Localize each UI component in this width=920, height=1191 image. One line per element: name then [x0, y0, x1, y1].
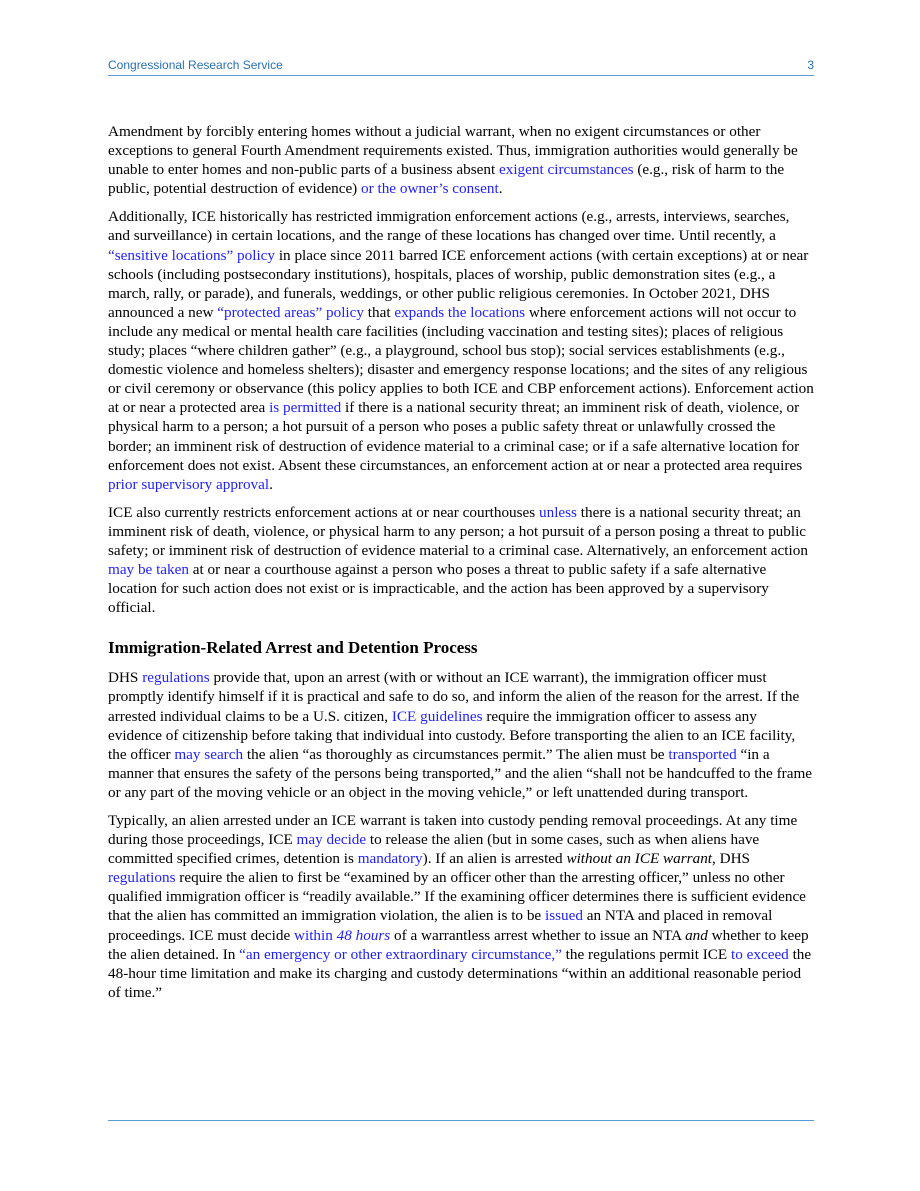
link-unless[interactable]: unless: [539, 503, 577, 521]
link-is-permitted[interactable]: is permitted: [269, 399, 342, 417]
link-may-search[interactable]: may search: [174, 745, 244, 763]
page-header: [108, 58, 814, 72]
link-to-exceed[interactable]: to exceed: [731, 945, 789, 963]
page-number: 3: [807, 58, 814, 72]
text: require the alien to first be “examined by an officer other than the arresting officer,” unless no other qualified immigration officer is “readily available.” If the examining officer determines there is sufficient evidence that the alien has committed an immigration violation, the alien is to be: [108, 869, 806, 925]
text: provide that, upon an arrest (with or without an ICE warrant), the immigration officer must promptly identify himself if it is practical and safe to do so, and inform the alien of the reason for the arrest. If the arrested individual claims to be a U.S. citizen,: [108, 669, 800, 725]
link-text: within: [294, 926, 337, 944]
body-text: [108, 122, 814, 1011]
text: that: [363, 303, 395, 321]
header-org: Congressional Research Service: [108, 58, 283, 72]
link-issued[interactable]: issued: [544, 907, 583, 925]
text: where enforcement actions will not occur to include any medical or mental health care facilities (including vaccination and testing sites); places of religious study; places “where children gather” (e.g., a playground, school bus stop); social services establishments (e.g., domestic violence and homeless shelters); disaster and emergency response locations; and the sites of any religious or civil ceremony or observance (this policy applies to both ICE and CBP enforcement actions). Enforcement action at or near a protected area: [108, 303, 814, 417]
paragraph-1: [108, 122, 814, 198]
text: “in a manner that ensures the safety of the persons being transported,” and the alien “shall not be handcuffed to the frame or any part of the moving vehicle or an object in the moving vehicle,” or left unattended during transport.: [108, 745, 813, 801]
text: in place since 2011 barred ICE enforcement actions (with certain exceptions) at or near schools (including postsecondary institutions), hospitals, places of worship, public demonstration sites (e.g., a march, rally, or parade), and funerals, weddings, or other public religious ceremonies. In October 2021, DHS announced a new: [108, 246, 809, 321]
paragraph-2: [108, 207, 814, 493]
link-regulations-2[interactable]: regulations: [108, 869, 176, 887]
text: at or near a courthouse against a person who poses a threat to public safety if a safe alternative location for such action does not exist or is impracticable, and the action has been approved by a supervisory official.: [108, 561, 769, 617]
text: the regulations permit ICE: [561, 945, 732, 963]
text: if there is a national security threat; an imminent risk of death, violence, or physical harm to a person; a hot pursuit of a person who poses a public safety threat or unlawfully crossed the border; an imminent risk of destruction of evidence material to a criminal case; or if a safe alternative location for enforcement does not exist. Absent these circumstances, an enforcement action at or near a protected area requires: [108, 399, 803, 474]
link-transported[interactable]: transported: [668, 745, 737, 763]
text: .: [498, 180, 503, 198]
text: the alien “as thoroughly as circumstances permit.” The alien must be: [243, 745, 669, 763]
text: DHS: [108, 669, 143, 687]
link-emergency-circumstance[interactable]: “an emergency or other extraordinary circumstance,”: [239, 945, 562, 963]
link-exigent-circumstances[interactable]: exigent circumstances: [498, 161, 634, 179]
text: require the immigration officer to assess any evidence of citizenship before taking that individual into custody. Before transporting the alien to an ICE facility, the officer: [108, 707, 796, 763]
text: , DHS: [712, 850, 750, 868]
text: to release the alien (but in some cases, such as when aliens have committed specified crimes, detention is: [108, 831, 760, 868]
section-heading: Immigration-Related Arrest and Detention Process: [108, 638, 478, 658]
link-may-be-taken[interactable]: may be taken: [108, 561, 189, 579]
link-may-decide[interactable]: may decide: [296, 831, 367, 849]
link-regulations[interactable]: regulations: [142, 669, 210, 687]
link-prior-supervisory-approval[interactable]: prior supervisory approval: [108, 475, 270, 493]
header-divider: [108, 75, 814, 76]
link-within-48-hours[interactable]: [294, 927, 390, 944]
paragraph-5: [108, 811, 814, 1002]
text: (e.g., risk of harm to the public, potential destruction of evidence): [108, 161, 785, 198]
link-mandatory[interactable]: mandatory: [357, 850, 423, 868]
paragraph-3: [108, 503, 814, 618]
link-expands-the-locations[interactable]: expands the locations: [394, 303, 526, 321]
text: Amendment by forcibly entering homes without a judicial warrant, when no exigent circumstances or other exceptions to general Fourth Amendment requirements existed. Thus, immigration authorities would generally be unable to enter homes and non-public parts of a business absent: [108, 123, 798, 179]
text: an NTA and placed in removal proceedings. ICE must decide: [108, 907, 773, 944]
text: the 48-hour time limitation and make its charging and custody determinations “within an additional reasonable period of time.”: [108, 945, 812, 1001]
text: whether to keep the alien detained. In: [108, 926, 809, 963]
link-sensitive-locations-policy[interactable]: “sensitive locations” policy: [108, 246, 276, 264]
text: Additionally, ICE historically has restricted immigration enforcement actions (e.g., arrests, interviews, searches, and surveillance) in certain locations, and the range of these locations has changed over time. Until recently, a: [108, 208, 790, 245]
text: ). If an alien is arrested: [422, 850, 567, 868]
link-ice-guidelines[interactable]: ICE guidelines: [391, 707, 483, 725]
text: Typically, an alien arrested under an ICE warrant is taken into custody pending removal proceedings. At any time during those proceedings, ICE: [108, 812, 798, 849]
link-italic-text: 48 hours: [336, 926, 391, 944]
text: there is a national security threat; an imminent risk of death, violence, or physical harm to any person; a hot pursuit of a person posing a threat to public safety; or imminent risk of destruction of evidence material to a criminal case. Alternatively, an enforcement action: [108, 503, 808, 559]
link-protected-areas-policy[interactable]: “protected areas” policy: [217, 303, 364, 321]
italic-text: and: [685, 926, 708, 944]
paragraph-4: [108, 668, 814, 802]
link-owners-consent[interactable]: or the owner’s consent: [361, 180, 499, 198]
text: of a warrantless arrest whether to issue an NTA: [390, 926, 686, 944]
text: ICE also currently restricts enforcement actions at or near courthouses: [108, 503, 539, 521]
italic-text: without an ICE warrant: [566, 850, 713, 868]
footer-divider: [108, 1120, 814, 1121]
text: .: [269, 475, 273, 493]
